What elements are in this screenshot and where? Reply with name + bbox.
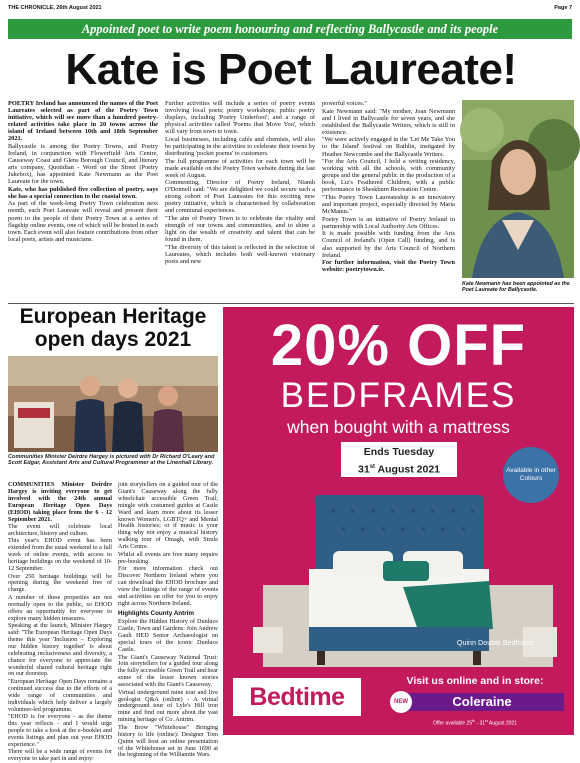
ad-store-name: Coleraine xyxy=(400,693,564,711)
ad-offer-dates: Offer available 25th - 31st August 2021 xyxy=(433,719,517,727)
page-header xyxy=(8,3,572,13)
heritage-column-1 xyxy=(8,481,112,763)
ad-colours-badge: Available in other Colours xyxy=(503,447,559,503)
heritage-column-2a xyxy=(118,482,218,608)
minister-photo-caption: Communities Minister Deirdre Hargey is pictured with Dr Richard O'Leary and Scott Edgar, Assistant Arts and Cultural Programmer at the Linenhall Library. xyxy=(8,454,215,467)
paragraph: Over 250 heritage buildings will be opening during the weekend free of charge. xyxy=(8,572,112,594)
minister-group-illustration xyxy=(8,356,218,452)
paragraph: Virtual underground mine tour and live geologist Q&A (online) - A virtual underground tour of Lyle's Hill iron mine and find out more about the vast mining heritage of Co. Antrim. xyxy=(118,688,218,724)
publication-date: THE CHRONICLE, 26th August 2021 xyxy=(8,5,102,11)
bedtime-logo: Bedtime xyxy=(233,678,361,716)
paragraph: Commenting, Director of Poetry Ireland, Niamh O'Donnell said: "We are delighted we could secure such a strong cohort of Poet Laureates for this exciting new poetry initiative, which is characterised by collaboration and communal experiences. xyxy=(165,179,315,215)
portrait-illustration xyxy=(462,100,574,278)
paragraph: "For the Arts Council, I held a writing residency, working with all the schools, with community groups and the general public in the production of a book, Liz's Feathered Children, with a public performance in Sheskburn Recreation Centre. xyxy=(322,158,455,194)
paragraph: It is made possible with funding from the Arts Council of Ireland's (Open Call) funding, and is also supported by the Arts Council of Northern Ireland. xyxy=(322,230,455,259)
heritage-column-2b xyxy=(118,619,218,759)
ad-discount: 20% OFF xyxy=(270,313,527,378)
paragraph: Kate, who has published five collection of poetry, says she has a special connection to the coastal town. xyxy=(8,185,158,200)
paragraph: Further activities will include a series of poetry events involving local poets; poetry workshops; public poetry displays, including 'Poetry Underfoot'; and a range of physical activities called 'Poems that Move You', which will vary from town to town. xyxy=(165,100,315,136)
article-strapline: Appointed poet to write poem honouring and reflecting Ballycastle and its people xyxy=(8,19,572,39)
paragraph: "We were actively engaged in the 'Let Me Take You to the Island' festival on Rathlin, instigated by Heather Newcombe and the Ballycastle Writers. xyxy=(322,136,455,158)
paragraph: "European Heritage Open Days remains a continued success due to the efforts of a wide range of communities and individuals which help deliver a largely volunteer-led programme. xyxy=(8,677,112,713)
kate-newmann-photo xyxy=(462,100,574,278)
paragraph: "The aim of Poetry Town is to celebrate the vitality and strength of our towns and communities, and to shine a light on the wealth of creativity and talent that can be found in them. xyxy=(165,215,315,244)
ad-product: BEDFRAMES xyxy=(280,376,517,415)
article1-column-3 xyxy=(322,100,455,300)
paragraph: The Giant's Causeway National Trust: Join storytellers for a guided tour along the fully accessible Green Trail and hear some of the lesser known stories associated with the Giant's Causeway. xyxy=(118,653,218,689)
heritage-column-2 xyxy=(118,481,218,759)
paragraph: The event will celebrate local architecture, history and culture. xyxy=(8,523,112,537)
paragraph: "EHOD is for everyone - as the theme this year reflects - and I would urge people to take a look at the e-booklet and events listings and plan out your EHOD experience." xyxy=(8,713,112,748)
ad-ends-date: 31st August 2021 xyxy=(358,463,440,476)
paragraph: As part of the week-long Poetry Town celebration next month, each Poet Laureate will reveal and present their poem to the people of their Poetry Town at a series of flagship online events, one of which will be hosted in each town. Each event will also feature contributions from other local poets, artists and musicians. xyxy=(8,200,158,243)
ad-end-date-box xyxy=(341,442,457,482)
paragraph: The Brow "Whitehouse" Bringing history to life (online): Designer Tom Quinn will host an online presentation of the Whitehouse set in June 1690 at the beginning of the Williamite Wars. xyxy=(118,723,218,759)
paragraph: Kate Newmann said: "My mother, Joan Newmann and I lived in Ballycastle for seven years, and she established the Ballycastle Writers, which is still in existence. xyxy=(322,107,455,136)
paragraph: POETRY Ireland has announced the names of the Poet Laureates selected as part of the Poetry Town initiative, which will see more than a hundred poetry-related activities take place in 20 towns across the island of Ireland between 10th and 18th September 2021. xyxy=(8,100,158,143)
paragraph: Explore the Hidden History of Dunluce Castle, Town and Gardens: Join Andrew Gault HED Senior Archaeologist on special tours of the iconic Dunluce Castle. xyxy=(118,618,218,654)
paragraph: Whilst all events are free many require pre-booking. xyxy=(118,550,218,565)
kate-photo-caption: Kate Newmann has been appointed as the Poet Laureate for Ballycastle. xyxy=(462,281,570,294)
article1-column-1 xyxy=(8,100,158,300)
heritage-subhead: Highlights County Antrim xyxy=(118,609,195,617)
paragraph: Poetry Town is an initiative of Poetry Ireland in partnership with Local Authority Arts Offices. xyxy=(322,215,455,230)
section-divider xyxy=(8,303,574,304)
page-number: Page 7 xyxy=(554,5,572,11)
article1-column-2 xyxy=(165,100,315,300)
paragraph: There will be a wide range of events for everyone to take part in and enjoy: xyxy=(8,748,112,763)
paragraph: For more information check out Discover Northern Ireland where you can download the EHOD brochure and view the listings of the range of events and activities on offer for you to enjoy right across Northern Ireland. xyxy=(118,565,218,607)
paragraph: For further information, visit the Poetry Town website: poetrytown.ie. xyxy=(322,259,455,274)
paragraph: Local businesses, including cafés and chemists, will also be participating in the activities to celebrate their towns by distributing 'pocket poems' to customers. xyxy=(165,135,315,157)
paragraph: "This Poetry Town Laureateship is an innovatory and important project, especially directed by Maria McManus." xyxy=(322,193,455,216)
paragraph: "The diversity of this talent is reflected in the selection of Laureates, which includes both well-known visionary poets and new xyxy=(165,243,315,265)
ad-condition: when bought with a mattress xyxy=(287,417,510,437)
article-headline: Kate is Poet Laureate! xyxy=(65,45,517,94)
paragraph: COMMUNITIES Minister Deirdre Hargey is inviting everyone to get involved with the 24th annual European Heritage Open Days (EHOD) taking place from the 6 - 12 September 2021. xyxy=(8,481,112,523)
ad-visit-text: Visit us online and in store: xyxy=(406,675,544,687)
paragraph: The full programme of activities for each town will be made available on the Poetry Town website during the last week of August. xyxy=(165,157,315,179)
paragraph: join storytellers on a guided tour of the Giant's Causeway along the fully wheelchair accessible Green Trail; mingle with costumed guides at Castle Ward and learn more about its lesser known Women's, LGBTQ+ and Mental Health histories; or if music is your thing why not enjoy a musical history walking tour of Omagh, with Strule Arts Centre. xyxy=(118,481,218,551)
paragraph: A number of these properties are not normally open to the public, so EHOD offers an opportunity for everyone to explore many hidden treasures. xyxy=(8,593,112,622)
ad-ends-label: Ends Tuesday xyxy=(363,446,435,458)
paragraph: Ballycastle is among the Poetry Towns, and Poetry Ireland, in conjunction with Flowerfield Arts Centre, Causeway Coast and Glens Borough Council, and literary arts company, Quotidian - Word on the Street (Poetry Jukebox), has appointed Kate Newmann as the Poet Laureate for the town. xyxy=(8,142,158,186)
bedtime-advert[interactable] xyxy=(223,307,574,735)
minister-photo xyxy=(8,356,218,452)
heritage-headline: European Heritage open days 2021 xyxy=(19,305,207,351)
ad-bed-name: Quinn Double Bedframe xyxy=(456,638,534,647)
paragraph: Speaking at the launch, Minister Hargey said: "The European Heritage Open Days theme this year 'Inclusion – Exploring our hidden history together' is about celebrating inclusiveness and diversity, a chance for everyone to appreciate the wonderful shared cultural heritage right on our doorstep. xyxy=(8,622,112,678)
paragraph: This year's EHOD event has been extended from the usual weekend to a full week of online events, with access to heritage buildings on the weekend of 10-12 September. xyxy=(8,537,112,573)
paragraph: powerful voices." xyxy=(322,100,367,107)
ad-new-badge: NEW xyxy=(390,691,412,713)
